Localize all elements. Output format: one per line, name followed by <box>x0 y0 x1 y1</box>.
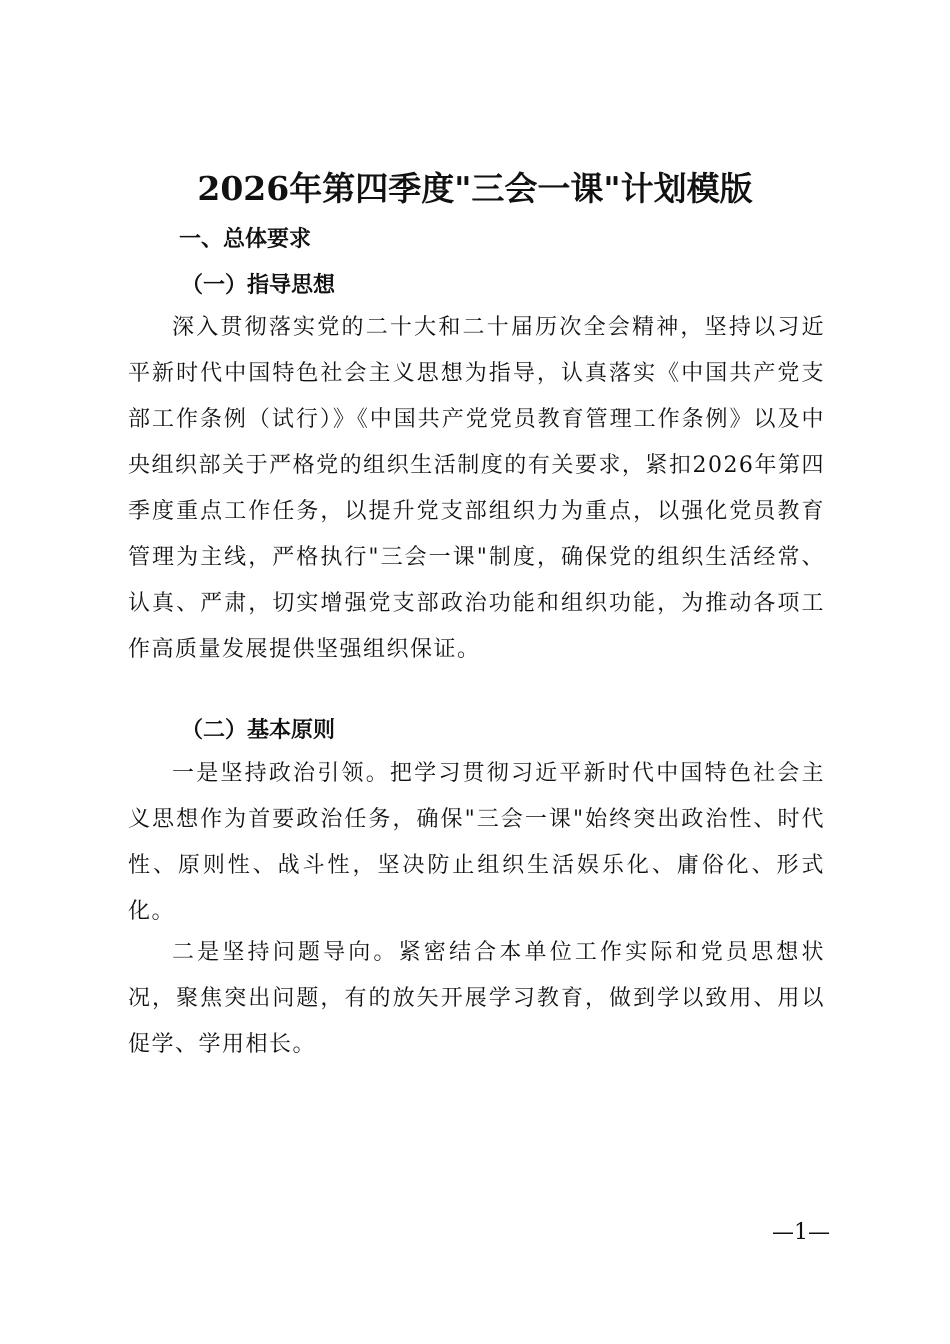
subsection-heading-basic-principles: （二）基本原则 <box>181 718 336 743</box>
paragraph-principle-problem-oriented: 二是坚持问题导向。紧密结合本单位工作实际和党员思想状况，聚焦突出问题，有的放矢开展学习教育，做到学以致用、用以促学、学用相长。 <box>128 940 825 1057</box>
paragraph-principle-political-leadership: 一是坚持政治引领。把学习贯彻习近平新时代中国特色社会主义思想作为首要政治任务，确保"三会一课"始终突出政治性、时代性、原则性、战斗性，坚决防止组织生活娱乐化、庸俗化、形式化。 <box>128 761 825 924</box>
section-heading-general-requirements: 一、总体要求 <box>179 227 312 252</box>
subsection-heading-guiding-ideology: （一）指导思想 <box>181 273 336 298</box>
paragraph-guiding-ideology: 深入贯彻落实党的二十大和二十届历次全会精神，坚持以习近平新时代中国特色社会主义思想为指导，认真落实《中国共产党支部工作条例（试行）》《中国共产党党员教育管理工作条例》以及中央组织部关于严格党的组织生活制度的有关要求，紧扣2026年第四季度重点工作任务，以提升党支部组织力为重点，以强化党员教育管理为主线，严格执行"三会一课"制度，确保党的组织生活经常、认真、严肃，切实增强党支部政治功能和组织功能，为推动各项工作高质量发展提供坚强组织保证。 <box>128 315 825 662</box>
document-title: 2026年第四季度"三会一课"计划模版 <box>197 169 753 208</box>
page-number: —1— <box>772 1220 830 1245</box>
